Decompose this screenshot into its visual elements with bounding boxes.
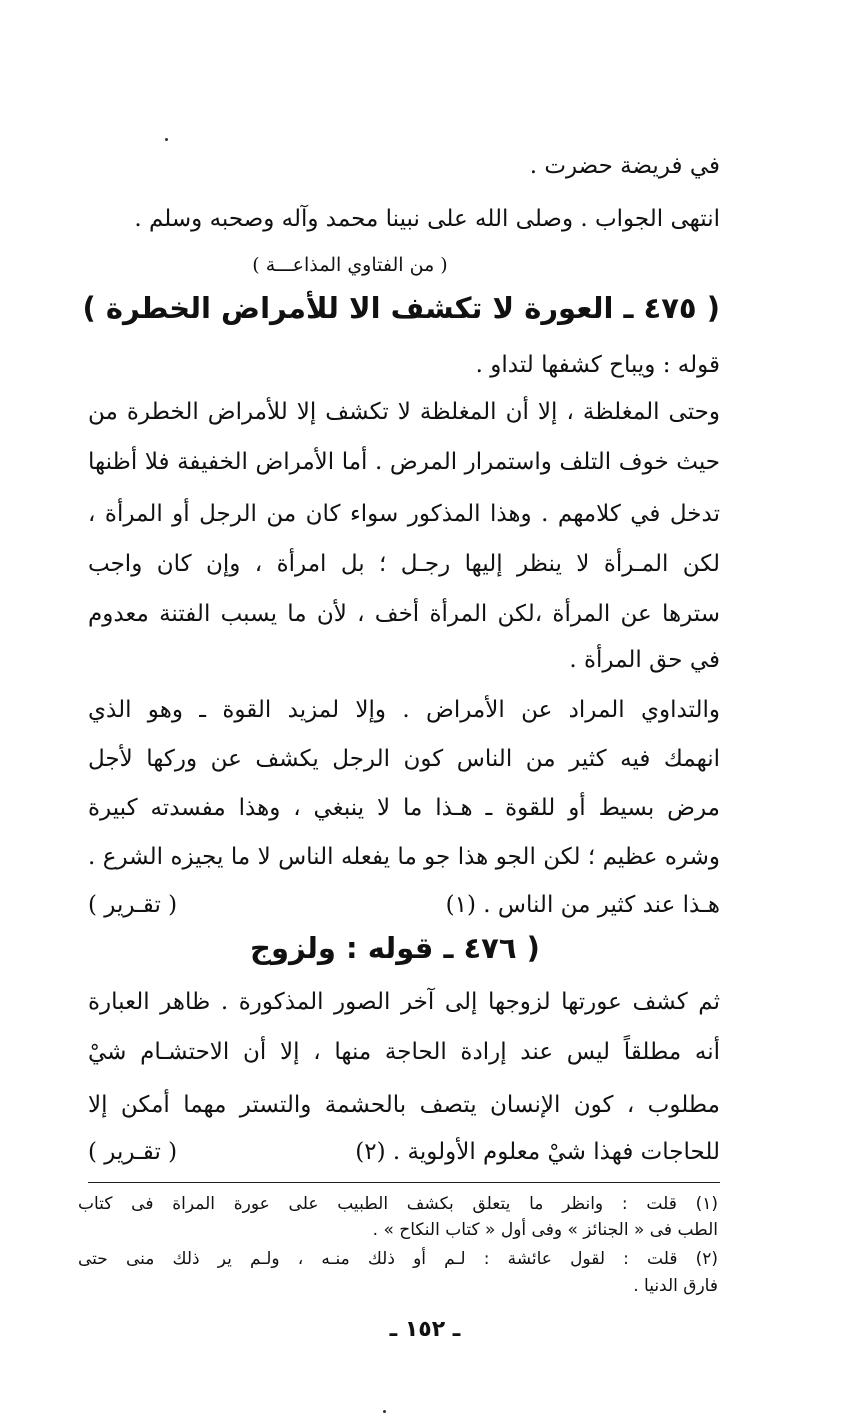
text-line-6: تدخل في كلامهم . وهذا المذكور سواء كان من الرجل أو المرأة ، <box>88 501 720 527</box>
text-line-11: انهمك فيه كثير من الناس كون الرجل يكشف عن وركها لأجل <box>88 746 720 772</box>
text-line-2: انتهى الجواب . وصلى الله على نبينا محمد وآله وصحبه وسلم . <box>134 206 720 232</box>
source-note: ( تقـرير ) <box>88 1139 178 1165</box>
text-line-4: وحتى المغلظة ، إلا أن المغلظة لا تكشف إلا للأمراض الخطرة من <box>88 399 720 425</box>
text-line-17: مطلوب ، كون الإنسان يتصف بالحشمة والتستر مهما أمكن إلا <box>88 1092 720 1118</box>
footnote-1-line-1: (١) قلت : وانظر ما يتعلق بكشف الطبيب على عورة المراة فى كتاب <box>78 1194 718 1214</box>
text-line-1: في فريضة حضرت . <box>529 153 720 179</box>
text-line-10: والتداوي المراد عن الأمراض . وإلا لمزيد القوة ـ وهو الذي <box>88 697 720 723</box>
scan-speck <box>165 138 168 141</box>
scan-speck <box>383 1410 386 1413</box>
footnote-2-line-1: (٢) قلت : لقول عائشة : لـم أو ذلك منـه ، ولـم ير ذلك منى حتى <box>78 1249 718 1269</box>
text-line-14-body: هـذا عند كثير من الناس . (١) <box>445 892 720 918</box>
text-line-7: لكن المـرأة لا ينظر إليها رجـل ؛ بل امرأة ، وإن كان واجب <box>88 551 720 577</box>
text-line-18-body: للحاجات فهذا شيْ معلوم الأولوية . (٢) <box>355 1139 720 1165</box>
footnote-1-line-2: الطب فى « الجنائز » وفى أول « كتاب النكاح » . <box>372 1220 718 1240</box>
footnote-divider <box>88 1182 720 1183</box>
section-heading-476: ( ٤٧٦ ـ قوله : ولزوج <box>250 931 540 965</box>
text-line-5: حيث خوف التلف واستمرار المرض . أما الأمراض الخفيفة فلا أظنها <box>88 449 720 475</box>
text-line-3: قوله : ويباح كشفها لتداو . <box>475 352 720 378</box>
text-line-14 <box>88 885 720 925</box>
text-line-9: في حق المرأة . <box>569 647 720 673</box>
text-line-13: وشره عظيم ؛ لكن الجو هذا جو ما يفعله الناس لا ما يجيزه الشرع . <box>88 844 720 870</box>
text-line-12: مرض بسيط أو للقوة ـ هـذا ما لا ينبغي ، وهذا مفسدته كبيرة <box>88 795 720 821</box>
source-attribution: ( من الفتاوي المذاعـــة ) <box>252 254 448 276</box>
text-line-15: ثم كشف عورتها لزوجها إلى آخر الصور المذكورة . ظاهر العبارة <box>88 989 720 1015</box>
text-line-8: سترها عن المرأة ،لكن المرأة أخف ، لأن ما يسبب الفتنة معدوم <box>88 601 720 627</box>
section-heading-475: ( ٤٧٥ ـ العورة لا تكشف الا للأمراض الخطرة ) <box>82 291 720 325</box>
source-note: ( تقـرير ) <box>88 892 178 918</box>
text-line-18 <box>88 1132 720 1172</box>
page-number: ـ ١٥٢ ـ <box>389 1317 461 1342</box>
text-line-16: أنه مطلقاً ليس عند إرادة الحاجة منها ، إلا أن الاحتشـام شيْ <box>88 1039 720 1065</box>
footnote-2-line-2: فارق الدنيا . <box>633 1276 718 1296</box>
